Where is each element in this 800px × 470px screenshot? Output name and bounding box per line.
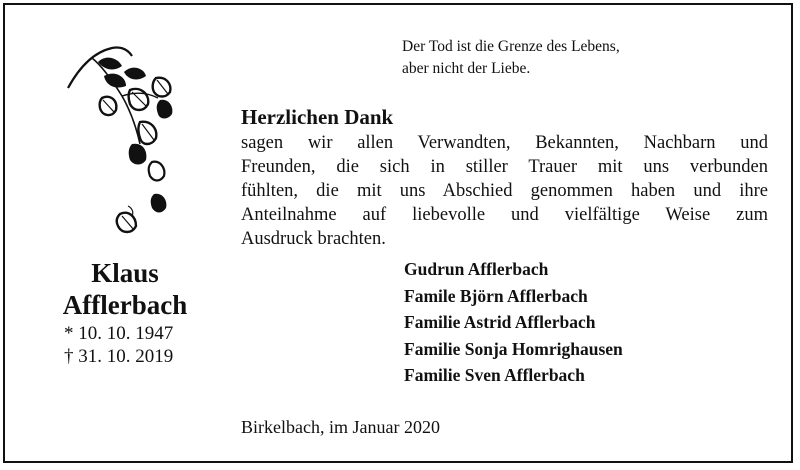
family-member: Famile Björn Afflerbach [404,285,588,306]
falling-leaves-icon [62,36,192,248]
place-and-date: Birkelbach, im Januar 2020 [241,417,440,437]
thanks-line: Anteilnahme auf liebevolle und vielfältige Weise zum [241,205,768,225]
quote-line-1: Der Tod ist die Grenze des Lebens, [402,38,620,55]
thanks-line: sagen wir allen Verwandten, Bekannten, Nachbarn und [241,133,768,153]
deceased-last-name: Afflerbach [62,290,188,320]
thanks-line: fühlten, die mit uns Abschied genommen haben und ihre [241,181,768,201]
deceased-first-name: Klaus [91,258,159,288]
thanks-heading: Herzlichen Dank [241,105,394,129]
family-member: Gudrun Afflerbach [404,259,549,279]
birth-date: * 10. 10. 1947 [64,323,174,344]
family-list [404,256,623,389]
memorial-quote [402,36,620,80]
thanks-line: Ausdruck brachten. [241,229,386,249]
death-date: † 31. 10. 2019 [64,346,174,367]
thanks-text [241,131,768,251]
family-member: Familie Astrid Afflerbach [404,312,596,332]
family-member: Familie Sonja Homrighausen [404,338,623,359]
quote-line-2: aber nicht der Liebe. [402,60,531,77]
family-member: Familie Sven Afflerbach [404,365,585,385]
thanks-line: Freunden, die sich in stiller Trauer mit uns verbunden [241,157,768,177]
